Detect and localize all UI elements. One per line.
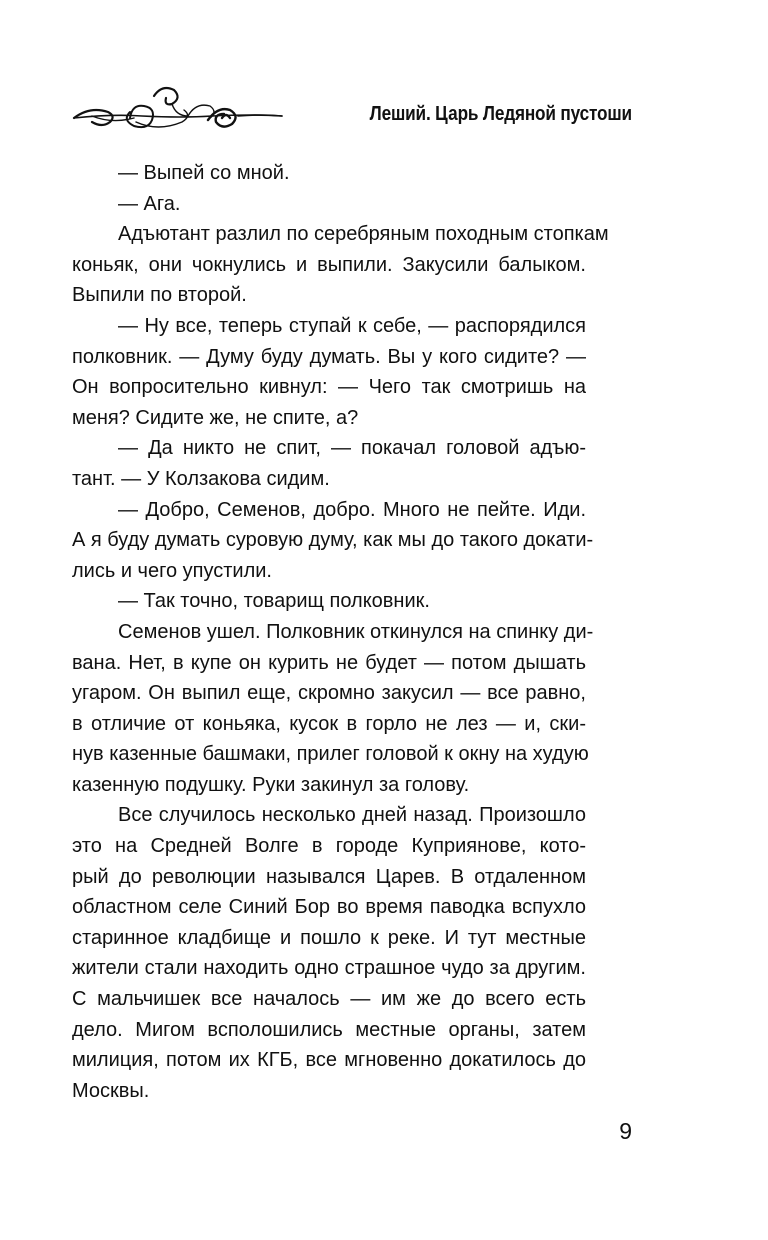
text-line: угаром. Он выпил еще, скромно закусил — все равно, xyxy=(72,682,586,705)
text-line: А я буду думать суровую думу, как мы до такого докати- xyxy=(72,529,594,552)
text-line: Адъютант разлил по серебряным походным стопкам xyxy=(118,223,609,246)
text-line: — Добро, Семенов, добро. Много не пейте. Иди. xyxy=(118,498,586,521)
text-line: полковник. — Думу буду думать. Вы у кого сидите? — xyxy=(72,345,586,368)
paragraph xyxy=(72,800,632,1106)
paragraph xyxy=(118,158,632,189)
text-line: вана. Нет, в купе он курить не будет — потом дышать xyxy=(72,651,586,674)
paragraph xyxy=(72,617,632,801)
paragraph xyxy=(118,189,632,220)
text-line: дело. Мигом всполошились местные органы, затем xyxy=(72,1018,586,1041)
paragraph xyxy=(72,495,632,587)
text-line: тант. — У Колзакова сидим. xyxy=(72,467,330,490)
text-line: старинное кладбище и пошло к реке. И тут местные xyxy=(72,926,586,949)
text-line: казенную подушку. Руки закинул за голову. xyxy=(72,773,470,796)
ornament-flourish-icon xyxy=(72,76,284,136)
text-line: — Ага. xyxy=(118,192,181,215)
text-line: коньяк, они чокнулись и выпили. Закусили балыком. xyxy=(72,253,586,276)
book-title: Леший. Царь Ледяной пустоши xyxy=(369,103,632,125)
text-line: жители стали находить одно страшное чудо за другим. xyxy=(72,957,586,980)
text-line: нув казенные башмаки, прилег головой к окну на худую xyxy=(72,743,589,766)
text-line: С мальчишек все началось — им же до всего есть xyxy=(72,988,586,1011)
page-number: 9 xyxy=(619,1118,632,1144)
text-line: — Да никто не спит, — покачал головой адъю- xyxy=(118,437,586,460)
text-line: Семенов ушел. Полковник откинулся на спинку ди- xyxy=(118,620,594,643)
text-line: Все случилось несколько дней назад. Произошло xyxy=(118,804,586,827)
text-line: Он вопросительно кивнул: — Чего так смотришь на xyxy=(72,376,586,399)
running-header xyxy=(72,70,632,140)
paragraph xyxy=(118,586,632,617)
text-line: — Ну все, теперь ступай к себе, — распорядился xyxy=(118,314,586,337)
text-line: меня? Сидите же, не спите, а? xyxy=(72,406,359,429)
text-line: — Выпей со мной. xyxy=(118,162,290,184)
text-line: рый до революции назывался Царев. В отдаленном xyxy=(72,865,586,888)
text-line: лись и чего упустили. xyxy=(72,559,272,582)
paragraph xyxy=(72,433,632,494)
text-line: — Так точно, товарищ полковник. xyxy=(118,590,430,613)
text-line: областном селе Синий Бор во время паводка вспухло xyxy=(72,896,586,919)
paragraph xyxy=(72,311,632,433)
text-line: милиция, потом их КГБ, все мгновенно докатилось до xyxy=(72,1049,586,1072)
text-line: это на Средней Волге в городе Куприянове, кото- xyxy=(72,835,586,858)
text-line: Выпили по второй. xyxy=(72,284,247,307)
paragraph xyxy=(72,219,632,311)
text-line: Москвы. xyxy=(72,1079,150,1102)
body-text xyxy=(72,158,632,1106)
text-line: в отличие от коньяка, кусок в горло не лез — и, ски- xyxy=(72,712,586,735)
